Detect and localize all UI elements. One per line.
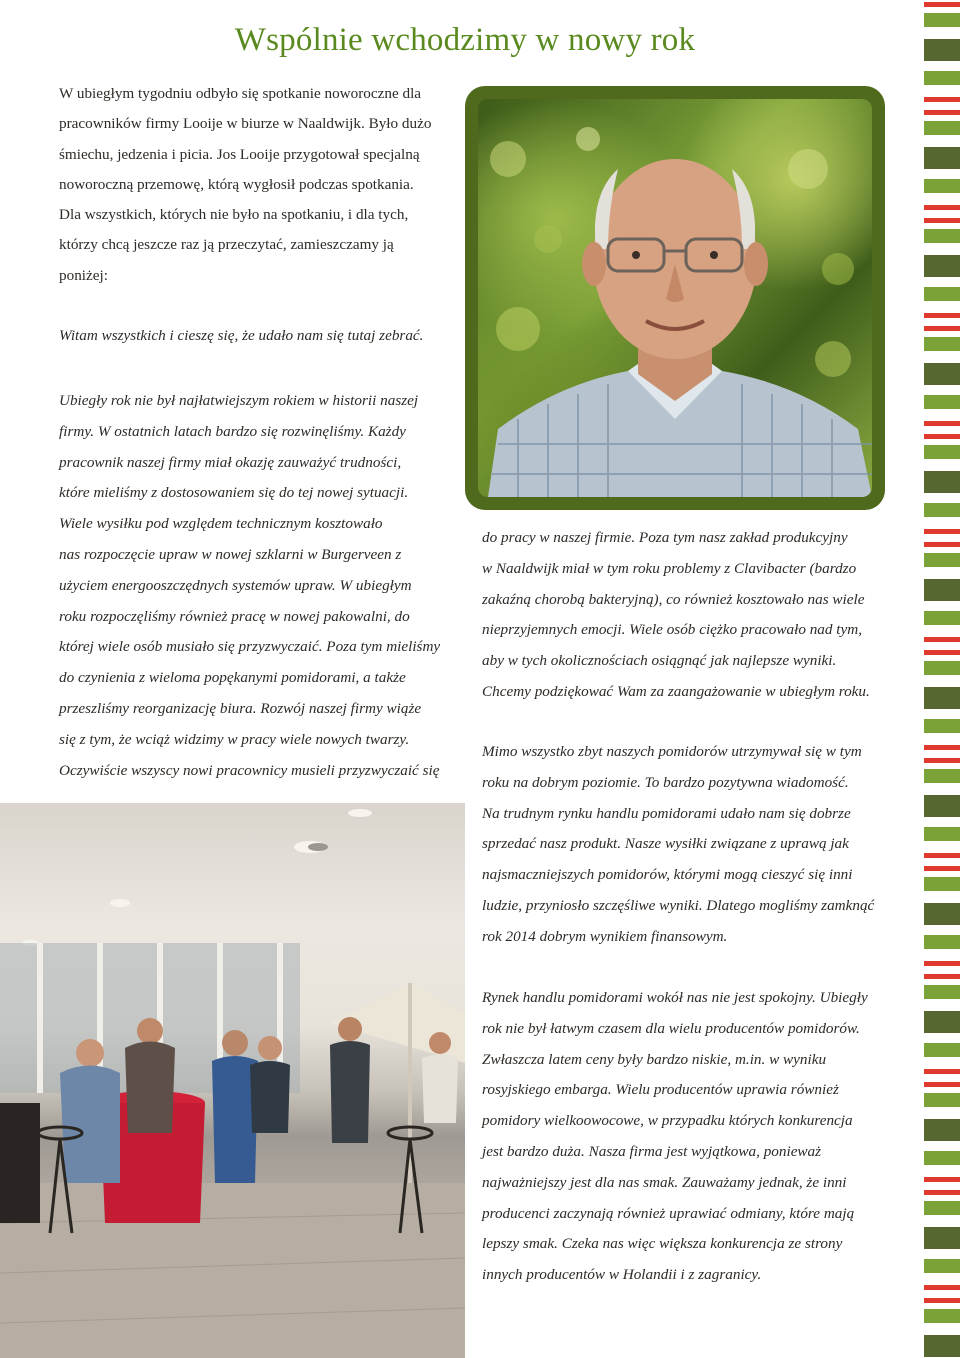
decorative-stripe	[924, 903, 960, 925]
intro-paragraph	[59, 79, 459, 291]
right-paragraph-2	[482, 737, 902, 953]
decorative-stripe	[924, 229, 960, 243]
decorative-stripe	[924, 1093, 960, 1107]
decorative-stripe	[924, 2, 960, 7]
speech-line: nas rozpoczęcie upraw w nowej szklarni w Burgerveen z	[59, 545, 402, 563]
decorative-stripe	[924, 579, 960, 601]
decorative-stripe	[924, 205, 960, 210]
intro-line: pracowników firmy Looije w biurze w Naaldwijk. Było dużo	[59, 115, 432, 133]
decorative-stripe	[924, 935, 960, 949]
decorative-stripe	[924, 1259, 960, 1273]
decorative-stripe	[924, 13, 960, 27]
speech-line: które mieliśmy z dostosowaniem się do tej nowej sytuacji.	[59, 484, 409, 502]
intro-line: noworoczną przemowę, którą wygłosił podczas spotkania.	[59, 175, 414, 193]
decorative-stripe	[924, 877, 960, 891]
decorative-stripe	[924, 71, 960, 85]
speech-line: przeszliśmy reorganizację biura. Rozwój naszej firmy wiąże	[59, 699, 422, 717]
speech-line: pracownik naszej firmy miał okazję zauważyć trudności,	[59, 453, 402, 471]
speech-line: aby w tych okolicznościach osiągnąć jak najlepsze wyniki.	[482, 652, 837, 670]
decorative-stripe	[924, 471, 960, 493]
decorative-stripe	[924, 745, 960, 750]
decorative-stripe	[924, 974, 960, 979]
decorative-stripe	[924, 503, 960, 517]
speech-line: się z tym, że wciąż widzimy w pracy wiele nowych twarzy.	[59, 730, 410, 748]
speech-line: producenci zaczynają również uprawiać odmiany, które mają	[482, 1204, 855, 1222]
speech-line: Wiele wysiłku pod względem technicznym kosztowało	[59, 515, 383, 533]
decorative-stripe	[924, 434, 960, 439]
speech-line: sprzedać nasz produkt. Nasze wysiłki związane z uprawą jak	[482, 835, 849, 853]
speech-line: Chcemy podziękować Wam za zaangażowanie w ubiegłym roku.	[482, 682, 870, 700]
speech-line: zakaźną chorobą bakteryjną), co również kosztowało nas wiele	[482, 590, 865, 608]
speech-line: rosyjskiego embarga. Wielu producentów uprawia również	[482, 1081, 839, 1099]
decorative-stripe	[924, 1043, 960, 1057]
speech-line: roku rozpoczęliśmy również pracę w nowej pakowalni, do	[59, 607, 410, 625]
decorative-stripe	[924, 1011, 960, 1033]
decorative-stripe	[924, 326, 960, 331]
speech-line: do czynienia z wieloma popękanymi pomidorami, a także	[59, 669, 406, 687]
page-title: Wspólnie wchodzimy w nowy rok	[234, 22, 696, 58]
decorative-stripe	[924, 337, 960, 351]
speech-line: Rynek handlu pomidorami wokół nas nie jest spokojny. Ubiegły	[482, 989, 868, 1006]
office-party-photo	[0, 803, 465, 1358]
decorative-stripe	[924, 553, 960, 567]
decorative-stripe	[924, 611, 960, 625]
speech-line: lepszy smak. Czeka nas więc większa konkurencja ze strony	[482, 1235, 843, 1253]
office-party-illustration	[0, 803, 465, 1358]
decorative-stripe	[924, 650, 960, 655]
speech-line: najsmaczniejszych pomidorów, którymi mogą cieszyć się inni	[482, 866, 853, 884]
decorative-stripes	[924, 0, 960, 1358]
speech-line: jest bardzo duża. Nasza firma jest wyjątkowa, ponieważ	[482, 1142, 822, 1160]
speech-line: nieprzyjemnych emocji. Wiele osób ciężko pracowało nad tym,	[482, 621, 863, 639]
decorative-stripe	[924, 1151, 960, 1165]
decorative-stripe	[924, 395, 960, 409]
decorative-stripe	[924, 179, 960, 193]
speech-line: użyciem energooszczędnych systemów upraw. W ubiegłym	[59, 576, 412, 594]
decorative-stripe	[924, 529, 960, 534]
decorative-stripe	[924, 287, 960, 301]
speech-line: firmy. W ostatnich latach bardzo się rozwinęliśmy. Każdy	[59, 422, 406, 440]
decorative-stripe	[924, 218, 960, 223]
decorative-stripe	[924, 445, 960, 459]
decorative-stripe	[924, 1069, 960, 1074]
decorative-stripe	[924, 363, 960, 385]
speech-line: rok 2014 dobrym wynikiem finansowym.	[482, 927, 728, 945]
speech-line: najważniejszy jest dla nas smak. Zauważamy jednak, że inni	[482, 1173, 847, 1191]
portrait-illustration	[478, 99, 872, 497]
speech-line: roku na dobrym poziomie. To bardzo pozytywna wiadomość.	[482, 773, 849, 791]
decorative-stripe	[924, 866, 960, 871]
decorative-stripe	[924, 542, 960, 547]
decorative-stripe	[924, 1285, 960, 1290]
decorative-stripe	[924, 719, 960, 733]
decorative-stripe	[924, 1309, 960, 1323]
intro-line: śmiechu, jedzenia i picia. Jos Looije przygotował specjalną	[59, 145, 420, 163]
decorative-stripe	[924, 961, 960, 966]
decorative-stripe	[924, 687, 960, 709]
speech-line: rok nie był łatwym czasem dla wielu producentów pomidorów.	[482, 1019, 860, 1037]
decorative-stripe	[924, 827, 960, 841]
intro-line: Dla wszystkich, których nie było na spotkaniu, i dla tych,	[59, 206, 409, 224]
intro-line: poniżej:	[59, 266, 108, 284]
decorative-stripe	[924, 1082, 960, 1087]
speech-line: pomidory wielkoowocowe, w przypadku których konkurencja	[482, 1112, 853, 1130]
portrait-photo	[478, 99, 872, 497]
speech-line: Mimo wszystko zbyt naszych pomidorów utrzymywał się w tym	[482, 743, 862, 760]
decorative-stripe	[924, 39, 960, 61]
intro-line: którzy chcą jeszcze raz ją przeczytać, zamieszczamy ją	[59, 236, 394, 254]
speech-line: ludzie, przyniosło szczęśliwe wyniki. Dlatego mogliśmy zamknąć	[482, 896, 875, 914]
speech-left-column	[59, 386, 459, 786]
speech-line: której wiele osób musiało się przyzwyczaić. Poza tym mieliśmy	[59, 638, 441, 656]
decorative-stripe	[924, 853, 960, 858]
decorative-stripe	[924, 985, 960, 999]
speech-line: innych producentów w Holandii i z zagranicy.	[482, 1266, 762, 1284]
right-paragraph-3	[482, 983, 902, 1291]
speech-line: w Naaldwijk miał w tym roku problemy z Clavibacter (bardzo	[482, 559, 857, 577]
speech-line: do pracy w naszej firmie. Poza tym nasz zakład produkcyjny	[482, 529, 848, 546]
speech-line: Oczywiście wszyscy nowi pracownicy musieli przyzwyczaić się	[59, 761, 440, 779]
speech-line: Na trudnym rynku handlu pomidorami udało nam się dobrze	[482, 804, 851, 822]
decorative-stripe	[924, 661, 960, 675]
decorative-stripe	[924, 1335, 960, 1357]
decorative-stripe	[924, 97, 960, 102]
decorative-stripe	[924, 1177, 960, 1182]
decorative-stripe	[924, 758, 960, 763]
decorative-stripe	[924, 121, 960, 135]
speech-line: Zwłaszcza latem ceny były bardzo niskie, m.in. w wyniku	[482, 1050, 827, 1068]
decorative-stripe	[924, 421, 960, 426]
decorative-stripe	[924, 255, 960, 277]
decorative-stripe	[924, 1190, 960, 1195]
portrait-photo-frame	[465, 86, 885, 510]
decorative-stripe	[924, 637, 960, 642]
decorative-stripe	[924, 1119, 960, 1141]
speech-greeting: Witam wszystkich i cieszę się, że udało nam się tutaj zebrać.	[59, 327, 424, 344]
decorative-stripe	[924, 1298, 960, 1303]
right-paragraph-1	[482, 523, 902, 708]
decorative-stripe	[924, 769, 960, 783]
decorative-stripe	[924, 147, 960, 169]
decorative-stripe	[924, 110, 960, 115]
decorative-stripe	[924, 313, 960, 318]
decorative-stripe	[924, 1227, 960, 1249]
decorative-stripe	[924, 795, 960, 817]
speech-line: Ubiegły rok nie był najłatwiejszym rokiem w historii naszej	[59, 392, 419, 409]
intro-line: W ubiegłym tygodniu odbyło się spotkanie noworoczne dla	[59, 85, 422, 102]
decorative-stripe	[924, 1201, 960, 1215]
